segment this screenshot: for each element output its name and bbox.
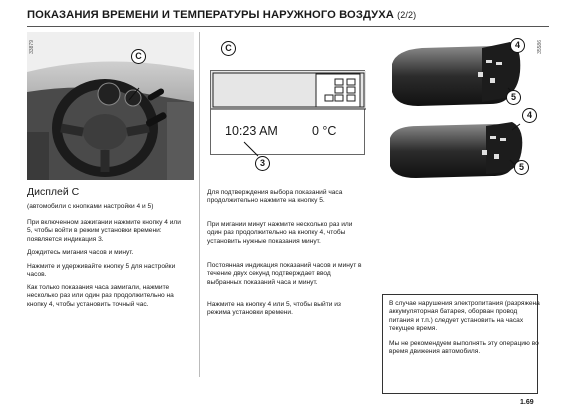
page-title	[27, 9, 416, 21]
callout-c-photo: C	[131, 49, 146, 64]
warning-note-box	[382, 294, 538, 394]
middle-paragraph-4: Нажмите на кнопку 4 или 5, чтобы выйти из режима установки времени.	[207, 301, 341, 317]
display-temperature: 0 °C	[312, 124, 337, 138]
left-photo-code: 33879	[29, 40, 35, 54]
callout-c-panel: C	[221, 41, 236, 56]
note-paragraph-2: Мы не рекомендуем выполнять эту операцию во время движения автомобиля.	[389, 339, 539, 356]
callout-4-upper: 4	[510, 38, 525, 53]
middle-paragraph-2: При мигании минут нажмите несколько раз или один раз продолжительно на кнопку 4, чтобы установить нужные показания минут.	[207, 221, 353, 245]
callout-3: 3	[255, 156, 270, 171]
left-paragraph-2: Дождитесь мигания часов и минут.	[27, 249, 134, 256]
left-paragraph-1: При включенном зажигании нажмите кнопку 4 или 5, чтобы войти в режим установки времени: появляется индикация 3.	[27, 219, 181, 243]
section-heading: Дисплей C	[27, 186, 80, 198]
stalk-switch-photo	[382, 32, 534, 182]
middle-paragraph-3: Постоянная индикация показаний часов и минут в течение двух секунд подтверждает ввод выбранных показаний часа и минут.	[207, 262, 362, 286]
column-divider	[199, 32, 200, 377]
dashboard-photo	[27, 32, 194, 180]
callout-5-lower: 5	[514, 160, 529, 175]
title-rule	[27, 26, 549, 27]
display-panel	[210, 70, 365, 155]
callout-4-lower: 4	[522, 108, 537, 123]
section-subheading: (автомобили с кнопками настройки 4 и 5)	[27, 203, 154, 210]
page-number: 1.69	[520, 399, 534, 406]
note-paragraph-1: В случае нарушения электропитания (разряжена аккумуляторная батарея, оборван провод питания и т.п.) следует установить на часах текущее время.	[389, 300, 540, 333]
display-time: 10:23 AM	[225, 124, 278, 138]
callout-5-upper: 5	[506, 90, 521, 105]
left-paragraph-4: Как только показания часа замигали, нажмите несколько раз или один раз продолжительно на кнопку 4, чтобы установить точный час.	[27, 284, 174, 308]
right-photo-code: 35586	[537, 40, 543, 54]
middle-paragraph-1: Для подтверждения выбора показаний часа продолжительно нажмите на кнопку 5.	[207, 189, 343, 205]
left-paragraph-3: Нажмите и удерживайте кнопку 5 для настройки часов.	[27, 263, 176, 279]
page-part: (2/2)	[397, 10, 417, 20]
page-title-text: ПОКАЗАНИЯ ВРЕМЕНИ И ТЕМПЕРАТУРЫ НАРУЖНОГО ВОЗДУХА	[27, 9, 394, 21]
